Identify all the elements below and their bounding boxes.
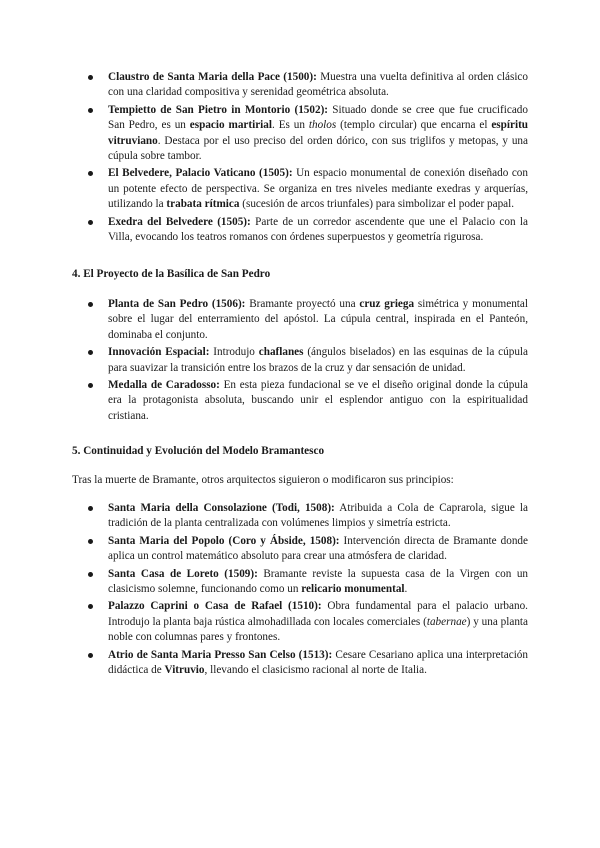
page-content bbox=[72, 70, 528, 680]
section5-heading: 5. Continuidad y Evolución del Modelo Bramantesco bbox=[72, 445, 325, 458]
bullet-icon bbox=[88, 539, 93, 544]
list-item: Santa Maria della Consolazione (Todi, 1508): Atribuida a Cola de Caprarola, sigue la tradición de la planta centralizada con volúmenes limpios y simetría estricta. bbox=[72, 501, 528, 532]
bullet-icon bbox=[88, 171, 93, 176]
list-item: Exedra del Belvedere (1505): Parte de un corredor ascendente que une el Palacio con la Villa, evocando los teatros romanos con órdenes superpuestos y geometría rigurosa. bbox=[72, 215, 528, 246]
section4-list bbox=[72, 297, 528, 424]
bullet-icon bbox=[88, 383, 93, 388]
bullet-icon bbox=[88, 572, 93, 577]
list-item: El Belvedere, Palacio Vaticano (1505): Un espacio monumental de conexión diseñado con un potente efecto de perspectiva. Se organiza en tres niveles mediante exedras y arquerías, utilizando la trabata rítmica (sucesión de arcos triunfales) para simbolizar el poder papal. bbox=[72, 166, 528, 212]
section5-list bbox=[72, 501, 528, 678]
list-item: Medalla de Caradosso: En esta pieza fundacional se ve el diseño original donde la cúpula era la protagonista absoluta, buscando unir el esplendor antiguo con la espiritualidad cristiana. bbox=[72, 378, 528, 424]
bullet-icon bbox=[88, 604, 93, 609]
list-item: Planta de San Pedro (1506): Bramante proyectó una cruz griega simétrica y monumental sobre el lugar del enterramiento del apóstol. La cúpula central, inspirada en el Panteón, dominaba el conjunto. bbox=[72, 297, 528, 343]
list-item: Palazzo Caprini o Casa de Rafael (1510): Obra fundamental para el palacio urbano. Introdujo la planta baja rústica almohadillada con locales comerciales (tabernae) y una planta noble con columnas pares y frontones. bbox=[72, 599, 528, 645]
bullet-icon bbox=[88, 220, 93, 225]
section3-list bbox=[72, 70, 528, 245]
list-item: Atrio de Santa Maria Presso San Celso (1513): Cesare Cesariano aplica una interpretación didáctica de Vitruvio, llevando el clasicismo racional al norte de Italia. bbox=[72, 648, 528, 679]
section4-heading: 4. El Proyecto de la Basílica de San Pedro bbox=[72, 268, 271, 281]
bullet-icon bbox=[88, 350, 93, 355]
list-item: Innovación Espacial: Introdujo chaflanes (ángulos biselados) en las esquinas de la cúpula para suavizar la transición entre los brazos de la cruz y dar sensación de unidad. bbox=[72, 345, 528, 376]
bullet-icon bbox=[88, 302, 93, 307]
bullet-icon bbox=[88, 75, 93, 80]
list-item: Santa Maria del Popolo (Coro y Ábside, 1508): Intervención directa de Bramante donde aplica un control matemático absoluto para crear una atmósfera de claridad. bbox=[72, 534, 528, 565]
list-item: Santa Casa de Loreto (1509): Bramante reviste la supuesta casa de la Virgen con un clasicismo solemne, funcionando como un relicario monumental. bbox=[72, 567, 528, 598]
bullet-icon bbox=[88, 108, 93, 113]
list-item: Tempietto de San Pietro in Montorio (1502): Situado donde se cree que fue crucificado San Pedro, es un espacio martirial. Es un tholos (templo circular) que encarna el espíritu vitruviano. Destaca por el uso preciso del orden dórico, con sus triglifos y metopas, y una cúpula sobre tambor. bbox=[72, 103, 528, 165]
list-item: Claustro de Santa Maria della Pace (1500): Muestra una vuelta definitiva al orden clásico con una claridad compositiva y serenidad geométrica absoluta. bbox=[72, 70, 528, 101]
bullet-icon bbox=[88, 506, 93, 511]
bullet-icon bbox=[88, 653, 93, 658]
section5-intro: Tras la muerte de Bramante, otros arquitectos siguieron o modificaron sus principios: bbox=[72, 473, 454, 486]
